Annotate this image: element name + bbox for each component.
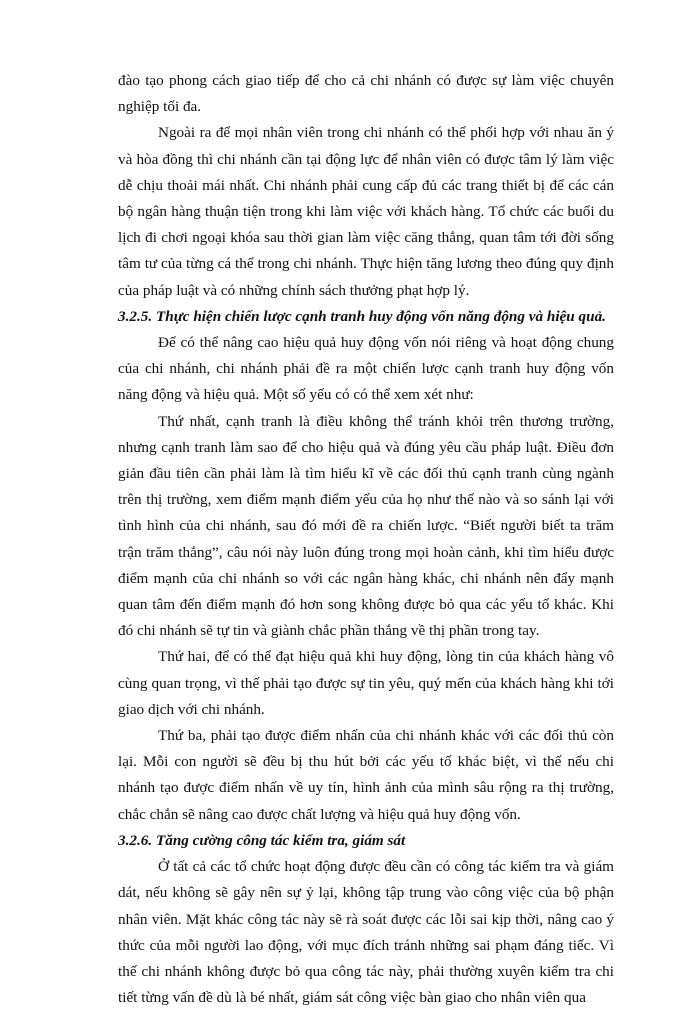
section-heading-3-2-5: 3.2.5. Thực hiện chiến lược cạnh tranh huy động vốn năng động và hiệu quả.: [118, 307, 606, 325]
paragraph-third-point: Thứ ba, phải tạo được điểm nhấn của chi nhánh khác với các đối thủ còn lại. Mỗi con người sẽ đều bị thu hút bởi các yếu tố khác biệt, vì thế nếu chi nhánh tạo được điểm nhấn về uy tín, hình ảnh của mình sâu rộng ra thị trường, chắc chắn sẽ nâng cao được chất lượng và hiệu quả huy động vốn.: [118, 727, 614, 823]
paragraph-second-point: Thứ hai, để có thể đạt hiệu quả khi huy động, lòng tin của khách hàng vô cùng quan trọng, vì thế phải tạo được sự tin yêu, quý mến của khách hàng khi tới giao dịch với chi nhánh.: [118, 648, 614, 718]
paragraph-first-point: Thứ nhất, cạnh tranh là điều không thể tránh khỏi trên thương trường, nhưng cạnh tranh làm sao để cho hiệu quả và đúng yêu cầu pháp luật. Điều đơn giản đầu tiên cần phải làm là tìm hiểu kĩ về các đối thủ cạnh tranh cùng ngành trên thị trường, xem điểm mạnh điểm yếu của họ như thế nào và so sánh lại với tình hình của chi nhánh, sau đó mới đề ra chiến lược. “Biết người biết ta trăm trận trăm thắng”, câu nói này luôn đúng trong mọi hoàn cảnh, khi tìm hiểu được điểm mạnh của chi nhánh so với các ngân hàng khác, chi nhánh nên đẩy mạnh quan tâm đến điểm mạnh đó hơn song không được bỏ qua các yếu tố khác. Khi đó chi nhánh sẽ tự tin và giành chắc phần thắng về thị phần trong tay.: [118, 412, 614, 640]
paragraph-continuation: đào tạo phong cách giao tiếp để cho cả chi nhánh có được sự làm việc chuyên nghiệp tối đa.: [118, 72, 614, 116]
paragraph-staff-motivation: Ngoài ra để mọi nhân viên trong chi nhánh có thể phối hợp với nhau ăn ý và hòa đồng thì chi nhánh cần tại động lực để nhân viên có được tâm lý làm việc dễ chịu thoải mái nhất. Chi nhánh phải cung cấp đủ các trang thiết bị để các cán bộ ngân hàng thuận tiện trong khi làm việc với khách hàng. Tổ chức các buổi du lịch đi chơi ngoại khóa sau thời gian làm việc căng thẳng, quan tâm tới đời sống tâm tư của từng cá thể trong chi nhánh. Thực hiện tăng lương theo đúng quy định của pháp luật và có những chính sách thưởng phạt hợp lý.: [118, 124, 614, 299]
section-heading-3-2-6: 3.2.6. Tăng cường công tác kiểm tra, giám sát: [118, 831, 406, 849]
paragraph-inspection: Ở tất cả các tổ chức hoạt động được đều cần có công tác kiểm tra và giám dát, nếu không sẽ gây nên sự ỷ lại, không tập trung vào công việc của bộ phận nhân viên. Mặt khác công tác này sẽ rà soát được các lỗi sai kịp thời, nâng cao ý thức của mỗi người lao động, với mục đích tránh những sai phạm đáng tiếc. Vì thế chi nhánh không được bỏ qua công tác này, phải thường xuyên kiểm tra chi tiết từng vấn đề dù là bé nhất, giám sát công việc bàn giao cho nhân viên qua: [118, 858, 614, 1007]
paragraph-strategy-intro: Để có thể nâng cao hiệu quả huy động vốn nói riêng và hoạt động chung của chi nhánh, chi nhánh phải đề ra một chiến lược cạnh tranh huy động vốn năng động và hiệu quả. Một số yếu có có thể xem xét như:: [118, 334, 614, 404]
document-page: [118, 68, 614, 1011]
